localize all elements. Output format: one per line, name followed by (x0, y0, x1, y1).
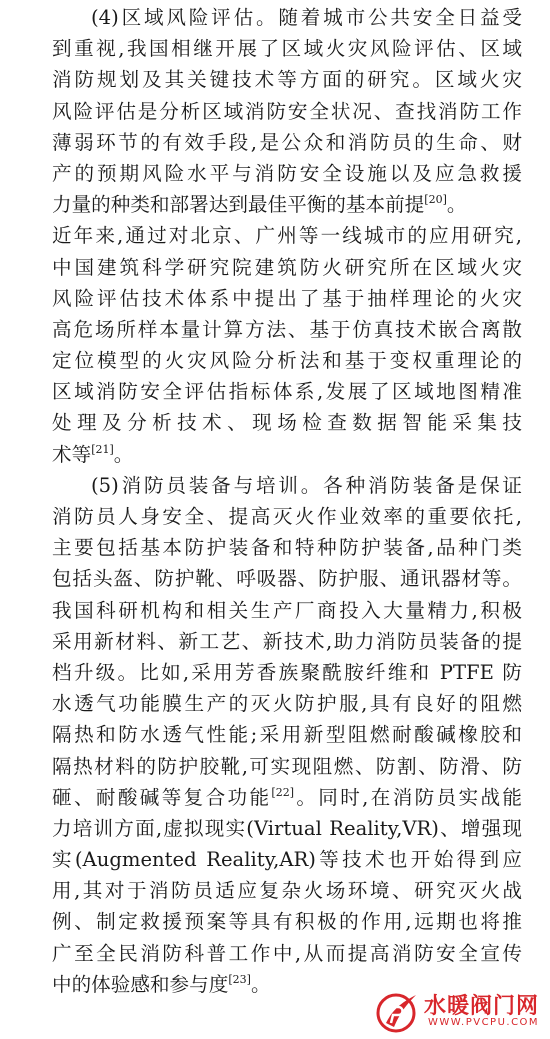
text-line: 例、制定救援预案等具有积极的作用,远期也将推 (52, 910, 522, 934)
text-line: 广至全民消防科普工作中,从而提高消防安全宣传 (52, 941, 522, 965)
text-line: 档升级。比如,采用芳香族聚酰胺纤维和 PTFE 防 (52, 660, 522, 684)
text-segment: 。同时,在消防员实战能 (294, 785, 522, 809)
text-line: 包括头盔、防护靴、呼吸器、防护服、通讯器材等。 (52, 567, 522, 591)
text-line: (5)消防员装备与培训。各种消防装备是保证 (91, 473, 522, 497)
text-line: 处理及分析技术、现场检查数据智能采集技 (52, 411, 522, 435)
text-line (52, 189, 522, 220)
text-line: 隔热和防水透气性能;采用新型阻燃耐酸碱橡胶和 (52, 723, 522, 747)
text-segment: 。 (446, 193, 467, 217)
paragraph-regional-risk-assessment (52, 2, 522, 470)
text-line: 主要包括基本防护装备和特种防护装备,品种门类 (52, 536, 522, 560)
text-segment: 。 (250, 972, 271, 996)
document-page (52, 2, 522, 1000)
site-watermark (376, 989, 546, 1035)
text-line: 隔热材料的防护胶靴,可实现阻燃、防割、防滑、防 (52, 754, 522, 778)
text-line: 消防规划及其关键技术等方面的研究。区域火灾 (52, 68, 522, 92)
watermark-site-name: 水暖阀门网 (424, 994, 540, 1019)
text-segment: 术等 (52, 442, 92, 466)
text-line: 风险评估是分析区域消防安全状况、查找消防工作 (52, 99, 522, 123)
citation-ref: [23] (228, 972, 251, 986)
citation-ref: [21] (91, 442, 114, 456)
text-line: 消防员人身安全、提高灭火作业效率的重要依托, (52, 505, 522, 528)
text-line: 产的预期风险水平与消防安全设施以及应急救援 (52, 161, 522, 185)
text-line: 实(Augmented Reality,AR)等技术也开始得到应 (52, 848, 522, 872)
text-line: 中国建筑科学研究院建筑防火研究所在区域火灾 (52, 255, 522, 279)
text-segment: 。 (113, 442, 134, 466)
citation-ref: [22] (271, 785, 295, 799)
watermark-url: WWW.PVCPU.COM (428, 1017, 540, 1028)
text-line: 定位模型的火灾风险分析法和基于变权重理论的 (52, 349, 522, 373)
citation-ref: [20] (424, 193, 447, 207)
text-line: 水透气功能膜生产的灭火防护服,具有良好的阻燃 (52, 692, 522, 716)
text-line (52, 439, 522, 470)
text-segment: 砸、耐酸碱等复合功能 (52, 785, 272, 809)
text-line: (4)区域风险评估。随着城市公共安全日益受 (91, 6, 522, 29)
text-line: 区域消防安全评估指标体系,发展了区域地图精准 (52, 380, 522, 404)
text-line: 近年来,通过对北京、广州等一线城市的应用研究, (52, 224, 522, 248)
text-line: 薄弱环节的有效手段,是公众和消防员的生命、财 (52, 130, 522, 154)
text-line: 用,其对于消防员适应复杂火场环境、研究灭火战 (52, 879, 522, 903)
text-line: 采用新材料、新工艺、新技术,助力消防员装备的提 (52, 629, 522, 653)
text-line: 风险评估技术体系中提出了基于抽样理论的火灾 (52, 286, 522, 310)
paragraph-firefighter-equipment-training (52, 470, 522, 1000)
text-segment: 中的体验感和参与度 (52, 972, 229, 996)
text-line: 高危场所样本量计算方法、基于仿真技术嵌合离散 (52, 317, 522, 341)
text-segment: 力量的种类和部署达到最佳平衡的基本前提 (52, 193, 425, 217)
text-line: 到重视,我国相继开展了区域火灾风险评估、区域 (52, 37, 522, 61)
text-line: 我国科研机构和相关生产厂商投入大量精力,积极 (52, 598, 522, 622)
text-line: 力培训方面,虚拟现实(Virtual Reality,VR)、增强现 (52, 816, 522, 840)
watermark-logo-icon (376, 991, 420, 1033)
text-line (52, 782, 522, 813)
